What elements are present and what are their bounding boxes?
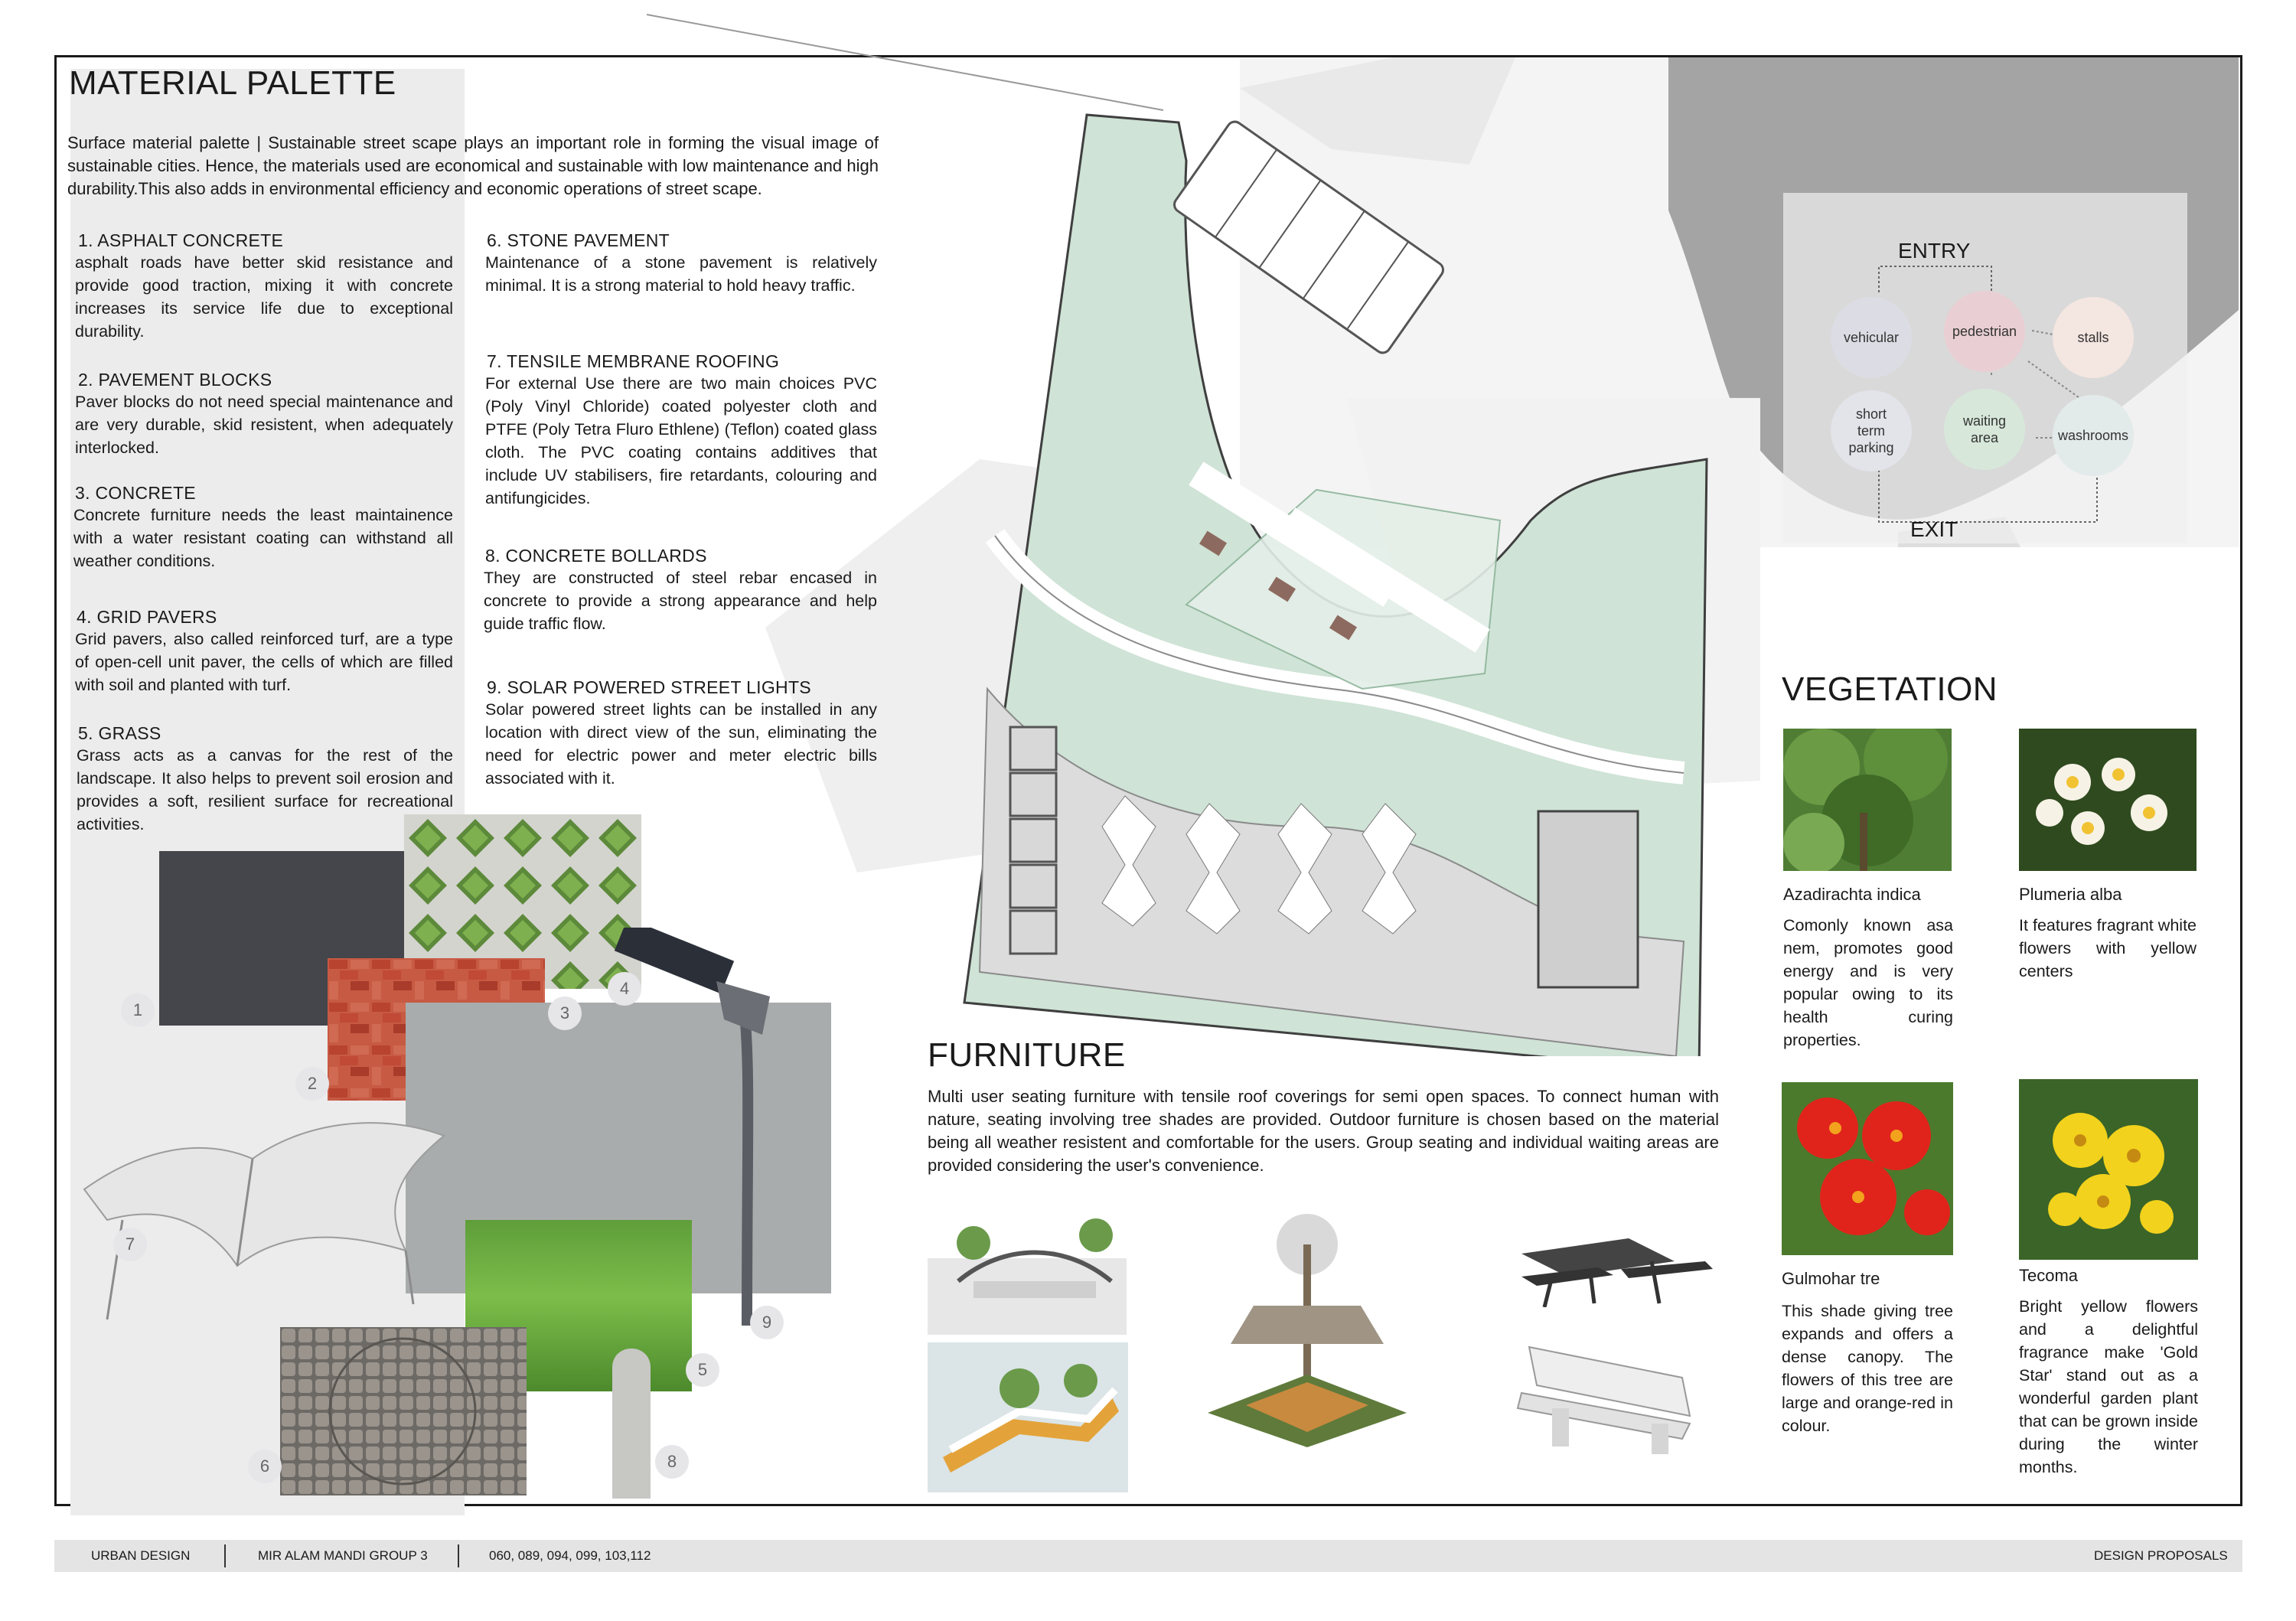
bubble-entry-label: ENTRY <box>1898 239 1971 263</box>
item-body: asphalt roads have better skid resistance and provide good traction, mixing it with concrete increases its service life due to exceptional durability. <box>75 253 453 341</box>
footer-separator <box>458 1544 459 1567</box>
tecoma-photo <box>2019 1079 2198 1260</box>
footer-sheet-title: DESIGN PROPOSALS <box>2094 1548 2228 1563</box>
swatch-number: 7 <box>113 1228 147 1261</box>
swatch-number: 9 <box>750 1306 784 1339</box>
bubble-waiting-area: waiting area <box>1944 389 2025 470</box>
swatch-number: 1 <box>121 993 155 1027</box>
item-body: Paver blocks do not need special maintenance and are very durable, skid resistent, when adequately interlocked. <box>75 393 453 457</box>
item-title: 8. CONCRETE BOLLARDS <box>485 546 707 566</box>
plant-description: Bright yellow flowers and a delightful fragrance make 'Gold Star' stand out as a wonderful garden plant that can be grown inside during the winter months. <box>2019 1297 2198 1476</box>
footer-roll-numbers: 060, 089, 094, 099, 103,112 <box>489 1548 651 1563</box>
tensile-roof-swatch <box>77 1105 459 1335</box>
furniture-picnic-table-image <box>1506 1231 1720 1307</box>
bubble-pedestrian: pedestrian <box>1944 291 2025 372</box>
item-title: 3. CONCRETE <box>75 483 196 503</box>
material-item-pavement-blocks <box>75 369 453 459</box>
furniture-description: Multi user seating furniture with tensile roof coverings for semi open spaces. To connect human with nature, seating involving tree shades are provided. Outdoor furniture is chosen based on the material being all weather resistent and comfortable for the users. Group seating and individual waiting areas are provided considering the user's convenience. <box>928 1087 1719 1175</box>
bubble-short-term-parking: short term parking <box>1831 390 1912 471</box>
item-body: Solar powered street lights can be installed in any location with direct view of the sun, eliminating the need for electric power and meter electric bills associated with it. <box>485 700 877 788</box>
item-title: 2. PAVEMENT BLOCKS <box>78 370 272 390</box>
material-item-bollards <box>484 545 877 635</box>
footer-group: MIR ALAM MANDI GROUP 3 <box>258 1548 428 1563</box>
furniture-title: FURNITURE <box>928 1036 1126 1074</box>
gulmohar-photo <box>1782 1082 1953 1255</box>
swatch-number: 4 <box>608 972 641 1006</box>
vegetation-title: VEGETATION <box>1782 670 1998 708</box>
swatch-number: 5 <box>686 1353 719 1387</box>
item-title: 6. STONE PAVEMENT <box>487 230 670 250</box>
plant-description: It features fragrant white flowers with yellow centers <box>2019 916 2197 980</box>
item-body: Grass acts as a canvas for the rest of the landscape. It also helps to prevent soil erosion and provides a soft, resilient surface for recreational activities. <box>77 746 453 833</box>
swatch-number: 3 <box>548 996 582 1030</box>
material-item-grass <box>77 722 453 836</box>
item-body: Concrete furniture needs the least maintainence with a water resistant coating can withstand all weather conditions. <box>73 506 453 570</box>
parking-bays <box>1010 727 1056 954</box>
plant-name: Azadirachta indica <box>1783 885 1921 904</box>
item-title: 4. GRID PAVERS <box>77 607 217 627</box>
bollard-swatch <box>612 1349 651 1499</box>
item-title: 1. ASPHALT CONCRETE <box>78 230 284 250</box>
footer-bar <box>54 1540 2242 1572</box>
page-title: MATERIAL PALETTE <box>69 64 396 102</box>
plant-name: Plumeria alba <box>2019 885 2122 904</box>
bubble-stalls: stalls <box>2053 297 2134 378</box>
item-title: 7. TENSILE MEMBRANE ROOFING <box>487 351 780 371</box>
bubble-vehicular: vehicular <box>1831 297 1912 378</box>
stone-pavement-swatch <box>280 1327 527 1495</box>
material-item-grid-pavers <box>75 606 453 696</box>
swatch-number: 2 <box>295 1067 329 1101</box>
plumeria-photo <box>2019 729 2197 871</box>
item-body: Maintenance of a stone pavement is relatively minimal. It is a strong material to hold heavy traffic. <box>485 253 877 295</box>
furniture-concrete-bench-image <box>1506 1332 1720 1454</box>
swatch-number: 6 <box>248 1450 282 1483</box>
bubble-exit-label: EXIT <box>1910 517 1958 541</box>
item-body: For external Use there are two main choices PVC (Poly Vinyl Chloride) coated polyester cloth and PTFE (Poly Tetra Fluro Ethlene) (Teflon) coated glass cloth. The PVC coating contains additives that include UV stabilisers, fire retardants, colouring and antifungicides. <box>485 374 877 507</box>
washroom-block <box>1538 811 1638 987</box>
swatch-number: 8 <box>655 1445 689 1479</box>
bubble-diagram <box>1783 193 2187 543</box>
material-item-concrete <box>73 482 453 572</box>
item-body: They are constructed of steel rebar encased in concrete to provide a strong appearance and help guide traffic flow. <box>484 569 877 633</box>
material-item-tensile-roofing <box>485 351 877 510</box>
material-item-asphalt <box>75 230 453 343</box>
furniture-modular-seating-image <box>928 1342 1128 1492</box>
neem-photo <box>1783 729 1952 871</box>
item-body: Grid pavers, also called reinforced turf, are a type of open-cell unit paver, the cells of which are filled with soil and planted with turf. <box>75 630 453 694</box>
plant-description: Comonly known asa nem, promotes good energy and is very popular owing to its health curing properties. <box>1783 916 1953 1049</box>
site-plan <box>949 92 1753 1056</box>
furniture-tree-seating-image <box>1200 1214 1414 1451</box>
footer-separator <box>224 1544 226 1567</box>
bubble-washrooms: washrooms <box>2053 395 2134 476</box>
material-item-solar-lights <box>485 677 877 790</box>
material-item-stone-pavement <box>485 230 877 297</box>
kiosk-block <box>1172 119 1446 356</box>
item-title: 5. GRASS <box>78 723 161 743</box>
plant-description: This shade giving tree expands and offers a dense canopy. The flowers of this tree are large and orange-red in colour. <box>1782 1302 1953 1435</box>
plant-name: Gulmohar tre <box>1782 1269 1880 1288</box>
intro-paragraph: Surface material palette | Sustainable street scape plays an important role in forming the visual image of sustainable cities. Hence, the materials used are economical and sustainable with low maintenance and high durability.This also adds in environmental efficiency and economic operations of street scape. <box>67 133 879 198</box>
furniture-tensile-seating-image <box>928 1212 1127 1335</box>
item-title: 9. SOLAR POWERED STREET LIGHTS <box>487 677 811 697</box>
footer-course: URBAN DESIGN <box>91 1548 191 1563</box>
plant-name: Tecoma <box>2019 1266 2079 1285</box>
